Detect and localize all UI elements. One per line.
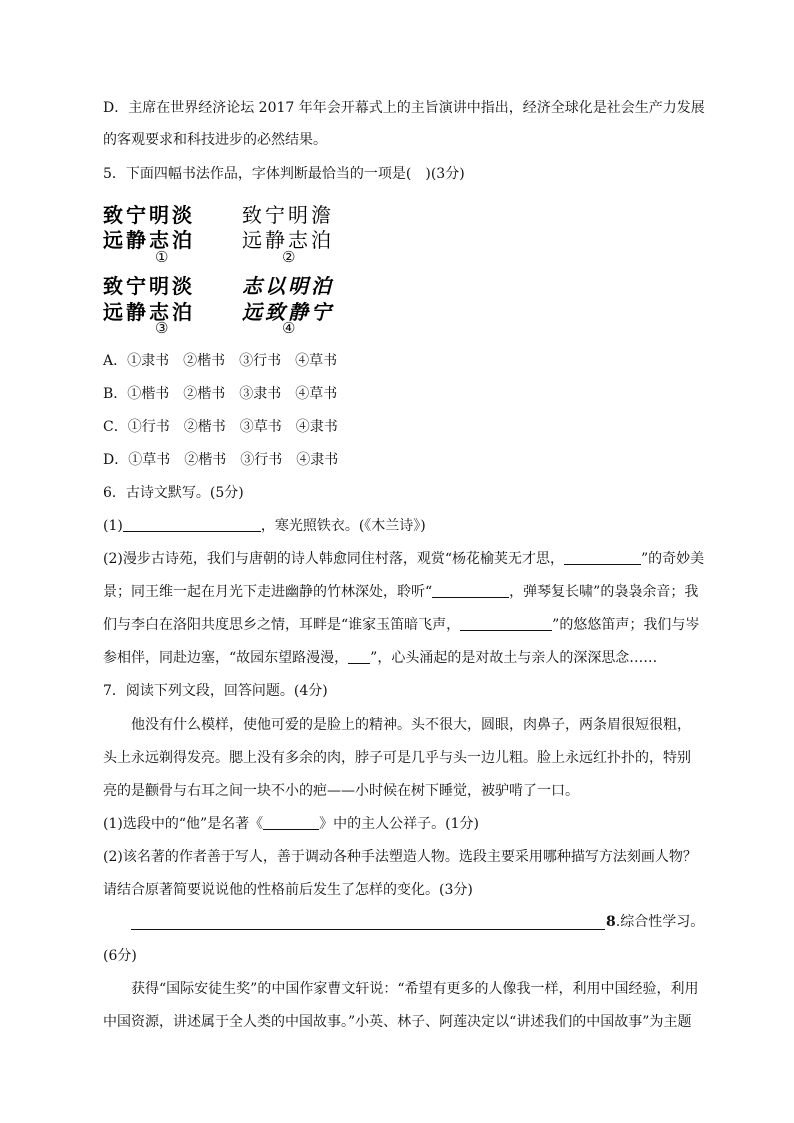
question-6-part-1 xyxy=(103,517,426,535)
q7-part-2-line2: 请结合原著简要说说他的性格前后发生了怎样的变化。(3分) xyxy=(103,882,473,898)
q5-option-b: B．①楷书 ②楷书 ③隶书 ④草书 xyxy=(103,386,338,402)
q6-2-line4 xyxy=(103,649,657,667)
question-6-stem: 6．古诗文默写。(5分) xyxy=(103,485,244,501)
calligraphy-3-row1: 致宁明淡 xyxy=(103,274,195,298)
q6-2-blank-4[interactable] xyxy=(348,650,370,664)
calligraphy-label-1: ① xyxy=(155,248,169,266)
q7-1-answer-blank[interactable] xyxy=(263,816,319,830)
q4d-line2: 的客观要求和科技进步的必然结果。 xyxy=(103,132,327,148)
q7-part-1 xyxy=(103,815,479,833)
q6-2-line3 xyxy=(103,616,699,634)
calligraphy-4-row1: 志以明泊 xyxy=(242,274,334,298)
calligraphy-label-2: ② xyxy=(282,248,296,266)
q4d-line1: D．主席在世界经济论坛 2017 年年会开幕式上的主旨演讲中指出，经济全球化是社会生产力发展 xyxy=(103,100,705,116)
q6-2-blank-1[interactable] xyxy=(564,551,641,565)
question-5-stem: 5．下面四幅书法作品，字体判断最恰当的一项是( )(3分) xyxy=(103,166,465,182)
q6-2-line1-text-b: ”的奇妙美 xyxy=(641,551,705,567)
q6-2-line1 xyxy=(103,550,704,568)
calligraphy-1-row1: 致宁明淡 xyxy=(103,203,195,227)
calligraphy-2-row1: 致宁明澹 xyxy=(242,203,334,227)
calligraphy-4-row2: 远致静宁 xyxy=(242,300,334,324)
q6-2-blank-3[interactable] xyxy=(460,617,552,631)
q8-title: .综合性学习。 xyxy=(615,914,705,930)
q5-option-d: D．①草书 ②楷书 ③行书 ④隶书 xyxy=(103,452,339,468)
q6-2-line2-text-a: 景；同王维一起在月光下走进幽静的竹林深处，聆听“ xyxy=(103,584,433,600)
calligraphy-3-row2: 远静志泊 xyxy=(103,300,195,324)
q5-option-a: A．①隶书 ②楷书 ③行书 ④草书 xyxy=(103,353,338,369)
q6-2-line4-text-b: ”，心头涌起的是对故土与亲人的深深思念…… xyxy=(370,650,658,666)
calligraphy-label-4: ④ xyxy=(282,319,296,337)
question-8-heading xyxy=(606,913,704,931)
q6-1-suffix: ，寒光照铁衣。(《木兰诗》) xyxy=(260,518,426,534)
q8-number: 8 xyxy=(606,914,616,930)
q8-intro-line2: 中国资源，讲述属于全人类的中国故事。”小英、林子、阿莲决定以“讲述我们的中国故事”为主题 xyxy=(103,1014,692,1030)
q7-passage-line2: 头上永远剃得发亮。腮上没有多余的肉，脖子可是几乎与头一边儿粗。脸上永远红扑扑的，特别 xyxy=(103,750,691,766)
calligraphy-1-row2: 远静志泊 xyxy=(103,228,195,252)
calligraphy-label-3: ③ xyxy=(155,319,169,337)
calligraphy-2-row2: 远静志泊 xyxy=(242,228,334,252)
q7-part-2-line1: (2)该名著的作者善于写人，善于调动各种手法塑造人物。选段主要采用哪种描写方法刻画人物？ xyxy=(103,849,697,865)
q6-2-line4-text-a: 参相伴，同赴边塞，“故园东望路漫漫， xyxy=(103,650,349,666)
q6-2-line2-text-b: ，弹琴复长啸”的袅袅余音；我 xyxy=(509,584,699,600)
q7-passage-line3: 亮的是颧骨与右耳之间一块不小的疤——小时候在树下睡觉，被驴啃了一口。 xyxy=(103,783,579,799)
q5-option-c: C．①行书 ②楷书 ③草书 ④隶书 xyxy=(103,419,338,435)
q6-1-answer-blank[interactable] xyxy=(123,518,261,532)
question-7-stem: 7．阅读下列文段，回答问题。(4分) xyxy=(103,683,328,699)
q6-1-prefix: (1) xyxy=(103,518,123,534)
q7-1-text-b: 》中的主人公祥子。(1分) xyxy=(319,816,479,832)
q8-score: (6分) xyxy=(103,948,137,964)
q6-2-line3-text-b: ”的悠悠笛声；我们与岑 xyxy=(552,617,700,633)
q6-2-line2 xyxy=(103,583,698,601)
q6-2-blank-2[interactable] xyxy=(432,584,509,598)
q7-2-answer-line[interactable] xyxy=(131,929,605,930)
q6-2-line1-text-a: (2)漫步古诗苑，我们与唐朝的诗人韩愈同住村落，观赏“杨花榆荚无才思， xyxy=(103,551,564,567)
q7-1-text-a: (1)选段中的“他”是名著《 xyxy=(103,816,264,832)
q6-2-line3-text-a: 们与李白在洛阳共度思乡之情，耳畔是“谁家玉笛暗飞声， xyxy=(103,617,461,633)
q8-intro-line1: 获得“国际安徒生奖”的中国作家曹文轩说：“希望有更多的人像我一样，利用中国经验，利用 xyxy=(131,981,699,997)
q7-passage-line1: 他没有什么模样，使他可爱的是脸上的精神。头不很大，圆眼，肉鼻子，两条眉很短很粗， xyxy=(131,717,691,733)
